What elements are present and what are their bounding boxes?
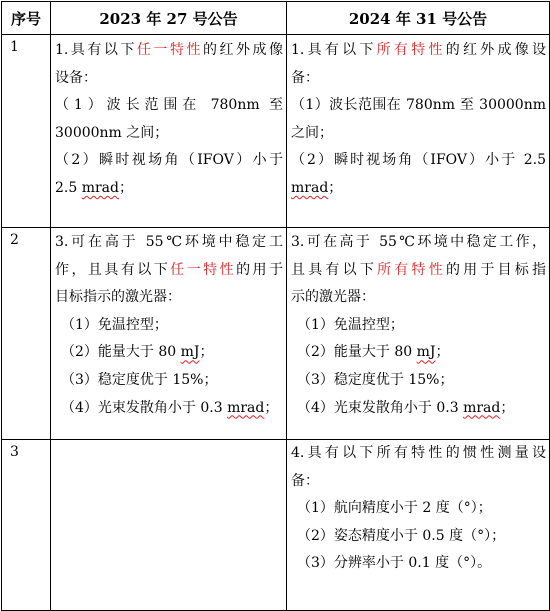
text-line: （4）光束发散角小于 0.3 mrad； [297, 399, 515, 416]
cell-2024 [287, 228, 550, 440]
spell-flag-text: mJ [416, 344, 436, 361]
text-line: （3）稳定度优于 15%； [297, 371, 454, 388]
text-line: （2）瞬时视场角（IFOV）小于 [55, 152, 283, 169]
text-line: 1.具有以下所有特性的红外成像设 [291, 42, 547, 58]
cell-2024 [287, 440, 550, 611]
text-line: 30000nm 之间； [55, 124, 169, 141]
text-line: 3.可在高于 55℃环境中稳定工 [55, 234, 283, 250]
text-line: 目标指示的激光器： [55, 289, 181, 306]
table-row [2, 35, 550, 228]
text-line: 备： [291, 472, 319, 489]
highlight-text: 任一特性 [170, 261, 237, 278]
text-line: （2）能量大于 80 mJ； [297, 344, 450, 361]
highlight-text: 所有特性 [376, 42, 446, 58]
spell-flag-text: mrad [227, 399, 265, 416]
row-seq: 2 [2, 228, 51, 440]
text-line: （1）免温控型； [61, 316, 168, 333]
text-line: 3.可在高于 55℃环境中稳定工作， [291, 234, 546, 250]
text-line: （4）光束发散角小于 0.3 mrad； [61, 399, 279, 416]
text-line: 之间； [291, 124, 333, 141]
row-seq: 3 [2, 440, 51, 611]
text-line: （3）分辨率小于 0.1 度（°）。 [297, 555, 492, 572]
text-line: （2）姿态精度小于 0.5 度（°）； [297, 527, 506, 544]
text-line: （1）波长范围在 780nm 至 [55, 97, 283, 114]
table-row [2, 440, 550, 611]
header-seq: 序号 [2, 2, 51, 35]
text-line: （1）免温控型； [297, 316, 404, 333]
text-line: 示的激光器： [291, 289, 375, 306]
text-line: （1）波长范围在 780nm 至 30000nm [291, 97, 546, 114]
text-line: 4.具有以下所有特性的惯性测量设 [291, 445, 546, 461]
text-line: 作，且具有以下任一特性的用于 [55, 261, 284, 278]
header-row [2, 2, 550, 35]
text-line: 2.5 mrad； [55, 179, 133, 196]
cell-2023-empty [51, 440, 287, 611]
table-row [2, 228, 550, 440]
cell-2023 [51, 35, 287, 228]
highlight-text: 所有特性 [377, 261, 446, 278]
header-2024: 2024 年 31 号公告 [287, 2, 550, 35]
row-seq: 1 [2, 35, 51, 228]
highlight-text: 任一特性 [136, 42, 203, 58]
text-line: 且具有以下所有特性的用于目标指 [291, 261, 547, 278]
spell-flag-text: mrad [291, 179, 329, 196]
text-line: （2）能量大于 80 mJ； [61, 344, 214, 361]
header-2023: 2023 年 27 号公告 [51, 2, 287, 35]
spell-flag-text: mrad [463, 399, 501, 416]
comparison-table [1, 1, 550, 611]
text-line: （2）瞬时视场角（IFOV）小于 2.5 [291, 152, 546, 169]
text-line: 1.具有以下任一特性的红外成像 [55, 42, 284, 58]
text-line: mrad； [291, 179, 343, 196]
text-line: 设备： [55, 69, 97, 86]
cell-2023 [51, 228, 287, 440]
text-line: （1）航向精度小于 2 度（°）； [297, 500, 492, 517]
spell-flag-text: mrad [81, 179, 119, 196]
text-line: （3）稳定度优于 15%； [61, 371, 218, 388]
text-line: 备： [291, 69, 319, 86]
cell-2024 [287, 35, 550, 228]
spell-flag-text: mJ [180, 344, 200, 361]
